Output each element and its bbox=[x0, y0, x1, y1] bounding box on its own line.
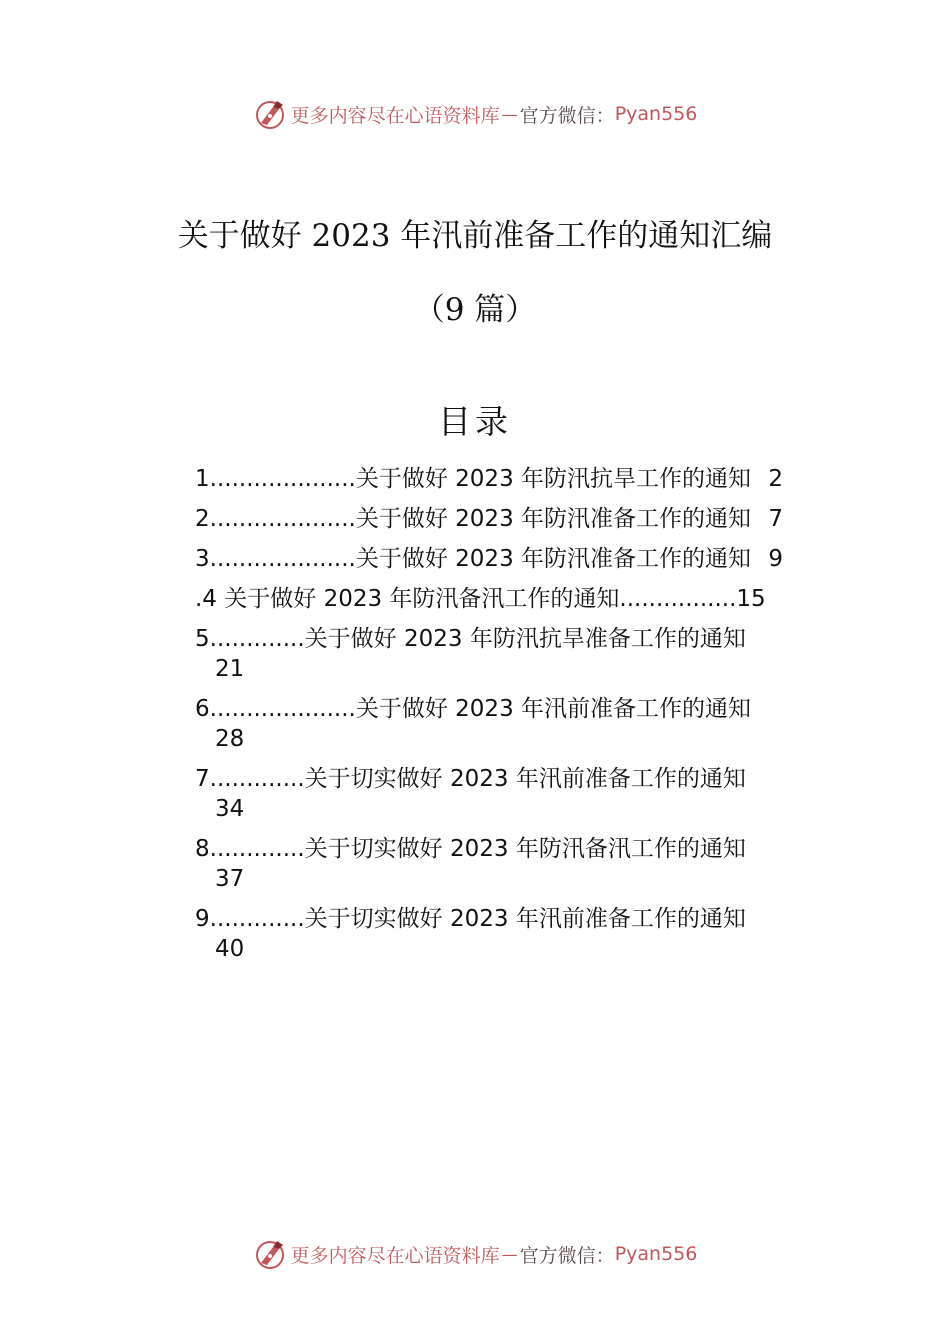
banner-wechat-label: 官方微信： bbox=[519, 104, 615, 127]
toc-entry-page: 34 bbox=[215, 796, 245, 822]
toc-entry[interactable] bbox=[195, 584, 845, 614]
toc-entry-page: 7 bbox=[768, 506, 783, 532]
banner-separator: — bbox=[501, 1244, 518, 1264]
toc-entry-page: 37 bbox=[215, 866, 245, 892]
toc-entry-text: 3....................关于做好 2023 年防汛准备工作的通知 bbox=[195, 546, 752, 572]
toc-entry[interactable] bbox=[195, 834, 845, 894]
banner-separator: — bbox=[501, 104, 518, 124]
toc-entry[interactable] bbox=[195, 624, 845, 684]
toc-entry-text: 5.............关于做好 2023 年防汛抗旱准备工作的通知 bbox=[195, 626, 746, 652]
toc-entry-text: 7.............关于切实做好 2023 年汛前准备工作的通知 bbox=[195, 766, 746, 792]
toc-entry-text: .4 关于做好 2023 年防汛备汛工作的通知................15 bbox=[195, 586, 766, 612]
toc-entry-text: 6....................关于做好 2023 年汛前准备工作的通知 bbox=[195, 696, 752, 722]
toc-entry-text: 8.............关于切实做好 2023 年防汛备汛工作的通知 bbox=[195, 836, 746, 862]
toc-entry[interactable] bbox=[195, 544, 845, 574]
table-of-contents bbox=[195, 464, 845, 974]
toc-entry[interactable] bbox=[195, 764, 845, 824]
toc-heading: 目录 bbox=[438, 402, 512, 441]
header-banner bbox=[0, 96, 950, 132]
toc-entry-page: 9 bbox=[768, 546, 783, 572]
toc-entry-text: 1....................关于做好 2023 年防汛抗旱工作的通知 bbox=[195, 466, 752, 492]
toc-entry-page: 21 bbox=[215, 656, 245, 682]
banner-text: 更多内容尽在心语资料库 bbox=[290, 104, 500, 127]
banner-wechat-id: Pyan556 bbox=[614, 103, 698, 125]
footer-banner bbox=[0, 1236, 950, 1272]
toc-entry-page: 2 bbox=[768, 466, 783, 492]
toc-entry-page: 28 bbox=[215, 726, 245, 752]
banner-text: 更多内容尽在心语资料库 bbox=[290, 1244, 500, 1267]
document-title: 关于做好 2023 年汛前准备工作的通知汇编 bbox=[177, 218, 773, 254]
banner-wechat-label: 官方微信： bbox=[519, 1244, 615, 1267]
toc-entry-text: 9.............关于切实做好 2023 年汛前准备工作的通知 bbox=[195, 906, 746, 932]
toc-entry-text: 2....................关于做好 2023 年防汛准备工作的通知 bbox=[195, 506, 752, 532]
toc-entry[interactable] bbox=[195, 904, 845, 964]
toc-entry-page: 40 bbox=[215, 936, 245, 962]
toc-entry[interactable] bbox=[195, 504, 845, 534]
document-subtitle: （9 篇） bbox=[413, 292, 537, 328]
pen-nib-logo-icon bbox=[253, 97, 287, 131]
pen-nib-logo-icon bbox=[253, 1237, 287, 1271]
toc-entry[interactable] bbox=[195, 694, 845, 754]
banner-wechat-id: Pyan556 bbox=[614, 1243, 698, 1265]
toc-entry[interactable] bbox=[195, 464, 845, 494]
